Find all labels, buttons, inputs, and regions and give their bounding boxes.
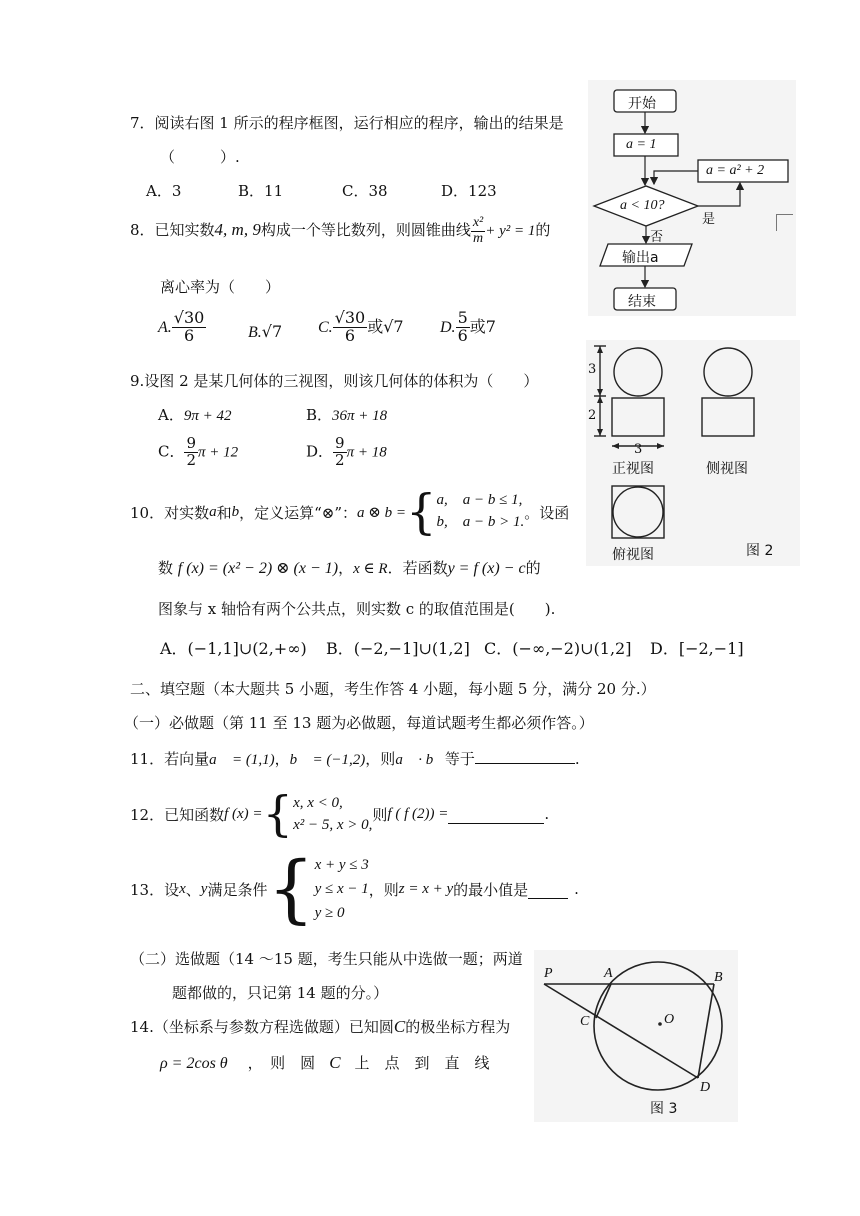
q12 xyxy=(130,786,550,842)
q10-line3: 图象与 x 轴恰有两个公共点，则实数 c 的取值范围是( ). xyxy=(158,600,556,618)
figure-3-circle xyxy=(534,950,738,1122)
q7-stem: 7．阅读右图 1 所示的程序框图，运行相应的程序，输出的结果是 xyxy=(130,114,564,132)
corner-mark xyxy=(776,214,793,231)
q10-var-b: b xyxy=(231,503,240,520)
q13-end: . xyxy=(574,880,579,898)
q13-c: ，则 xyxy=(368,880,399,899)
point-d: D xyxy=(700,1080,711,1095)
flow-end-label: 结束 xyxy=(628,294,656,310)
q10-line2c: ．若函数 xyxy=(387,559,448,577)
top-view-square xyxy=(612,486,664,538)
q8-option-a xyxy=(158,310,206,345)
q7-option-a: A．3 xyxy=(146,182,182,200)
q12-case1: x, x < 0, xyxy=(293,794,343,811)
point-a: A xyxy=(604,966,613,981)
q13-y: y xyxy=(200,880,208,897)
top-view-circle xyxy=(613,487,663,537)
q11-dot: a⃗ · b⃗ xyxy=(395,752,445,768)
q9-option-d-tail: π + 18 xyxy=(346,444,387,461)
figure-1-flowchart xyxy=(588,80,796,316)
q8-option-a-frac xyxy=(172,310,207,345)
q8-option-c-num: √30 xyxy=(334,308,366,327)
q9-option-d xyxy=(306,436,387,469)
figure-2-three-views xyxy=(586,340,800,566)
q9-option-c-num: 9 xyxy=(186,434,197,452)
q10-function-def: f (x) = (x² − 2) ⊗ (x − 1) xyxy=(177,560,339,577)
q9-option-d-num: 9 xyxy=(335,434,345,452)
q11-b: ， xyxy=(274,750,290,768)
q8-option-d-tail: 或7 xyxy=(469,316,496,336)
q10-option-b: B．(−2,−1]∪(1,2] xyxy=(326,639,470,658)
q13-c2: y ≤ x − 1 xyxy=(314,881,369,897)
q13-a: 13．设 xyxy=(130,880,180,899)
q11-vector-a: a⃗ = (1,1) xyxy=(209,752,275,768)
q8-stem xyxy=(130,216,550,246)
q10-cases xyxy=(437,490,525,534)
q12-answer-blank[interactable] xyxy=(448,805,544,824)
q10-line2d: 的 xyxy=(525,559,541,577)
q9-option-c-den: 2 xyxy=(186,450,197,469)
q8-option-b xyxy=(248,322,282,342)
q14-circle-c: C xyxy=(393,1017,406,1036)
figure-2-caption: 图 2 xyxy=(746,543,774,559)
q12-a: 12．已知函数 xyxy=(130,805,225,824)
flow-output-label: 输出a xyxy=(622,250,659,266)
q8-option-c-den: 6 xyxy=(344,325,356,345)
q10-line2 xyxy=(158,557,541,578)
q8-option-a-num: √30 xyxy=(173,308,205,327)
q10-brace: { xyxy=(405,484,437,540)
q11-answer-blank[interactable] xyxy=(475,763,575,764)
q10-stem xyxy=(130,484,570,540)
q12-brace: { xyxy=(262,786,294,842)
q13-sep: 、 xyxy=(185,880,201,899)
q8-option-c-tail: 或√7 xyxy=(367,316,404,336)
q10-s1: 10．对实数 xyxy=(130,503,210,522)
q10-s4: 。设函 xyxy=(524,503,570,522)
q14-line2 xyxy=(160,1052,490,1073)
section2-elective-note-2: 题都做的，只记第 14 题的分。） xyxy=(172,984,389,1002)
q10-option-d: D．[−2,−1] xyxy=(650,639,744,658)
q12-case2: x² − 5, x > 0, xyxy=(293,817,373,833)
q9-option-a-value: 9π + 42 xyxy=(183,408,232,424)
q8-stem-a: 8．已知实数 xyxy=(130,221,215,240)
q8-conic-tail: + y² = 1 xyxy=(485,223,536,240)
q14-line2a: ， 则 圆 xyxy=(247,1054,316,1072)
q10-s3: ，定义运算“⊗”： xyxy=(239,503,358,522)
q14-polar-eq: ρ = 2cos θ xyxy=(160,1055,228,1072)
q11 xyxy=(130,748,580,769)
q9-stem: 9.设图 2 是某几何体的三视图，则该几何体的体积为（ ） xyxy=(130,372,539,390)
q8-option-d-num: 5 xyxy=(457,308,468,327)
q13-constraints xyxy=(315,853,369,925)
flow-init-label: a = 1 xyxy=(626,137,657,152)
q10-line2b: ， xyxy=(338,559,354,577)
q14-line1b: 的极坐标方程为 xyxy=(405,1018,511,1036)
front-view-prism xyxy=(612,398,664,436)
q8-option-d-frac xyxy=(456,310,470,345)
q8-option-d-den: 6 xyxy=(457,325,468,345)
q8-option-a-label: A. xyxy=(158,318,172,336)
q7-answer-paren: （ ）. xyxy=(160,148,240,166)
q8-option-d xyxy=(440,310,496,345)
flow-yes-label: 是 xyxy=(702,212,716,227)
q11-vector-b: b⃗ = (−1,2) xyxy=(289,752,366,768)
q10-case2: b, a − b > 1. xyxy=(436,514,525,530)
q13-c3: y ≥ 0 xyxy=(314,905,345,921)
q10-option-c: C．(−∞,−2)∪(1,2] xyxy=(484,639,632,658)
q14-line1 xyxy=(130,1016,510,1037)
q7-option-c: C．38 xyxy=(342,182,388,200)
section2-title: 二、填空题（本大题共 5 小题，考生作答 4 小题，每小题 5 分，满分 20 分.） xyxy=(130,680,656,698)
q8-option-c-frac xyxy=(333,310,368,345)
q11-a: 11．若向量 xyxy=(130,750,210,768)
side-view-prism xyxy=(702,398,754,436)
q13-z: z = x + y xyxy=(398,880,454,897)
q8-option-b-value: √7 xyxy=(261,322,283,341)
figure-3-caption: 图 3 xyxy=(650,1101,678,1117)
circle-figure-svg xyxy=(534,950,738,1122)
q9-option-c xyxy=(158,436,238,469)
q9-option-b-value: 36π + 18 xyxy=(332,408,388,424)
three-views-svg xyxy=(586,340,800,566)
chord-bd xyxy=(698,984,714,1078)
q13-brace: { xyxy=(267,846,315,932)
secant-pcd xyxy=(544,984,698,1078)
q9-option-d-den: 2 xyxy=(335,450,345,469)
q8-conic-fraction xyxy=(471,216,485,246)
q8-option-c-label: C. xyxy=(318,318,333,336)
front-view-sphere xyxy=(614,348,662,396)
section2-elective-note-1: （二）选做题（14 ～15 题，考生只能从中选做一题；两道 xyxy=(130,950,523,968)
q10-option-a: A．(−1,1]∪(2,+∞) xyxy=(160,639,307,658)
side-view-sphere xyxy=(704,348,752,396)
q14-line1a: 14.（坐标系与参数方程选做题）已知圆 xyxy=(130,1018,394,1036)
q13-answer-blank[interactable] xyxy=(528,880,568,899)
q8-option-b-label: B. xyxy=(248,324,262,341)
q8-option-d-label: D. xyxy=(440,318,456,336)
q10-line2a: 数 xyxy=(158,559,174,577)
q10-var-a: a xyxy=(209,503,217,520)
flow-condition-label: a < 10? xyxy=(620,198,665,213)
section2-required-note: （一）必做题（第 11 至 13 题为必做题，每道试题考生都必须作答。） xyxy=(124,714,594,732)
flow-update-label: a = a² + 2 xyxy=(706,163,765,178)
q9-option-d-label: D． xyxy=(306,442,334,461)
q13-x: x xyxy=(179,880,186,897)
q8-stem-c: 的 xyxy=(535,221,551,240)
q11-d: 等于 xyxy=(444,750,475,768)
q8-sequence: 4, m, 9 xyxy=(214,220,261,240)
q9-option-b-label: B． xyxy=(306,406,333,424)
q9-option-c-tail: π + 12 xyxy=(198,444,239,461)
q7-option-b: B．11 xyxy=(238,182,284,200)
q12-end: . xyxy=(544,805,550,823)
q10-op: a ⊗ b = xyxy=(357,504,406,521)
q8-frac-num: x² xyxy=(472,215,484,230)
q13-c1: x + y ≤ 3 xyxy=(314,857,369,873)
q9-option-c-label: C． xyxy=(158,442,185,461)
flow-no-label: 否 xyxy=(650,230,664,245)
q8-option-a-den: 6 xyxy=(183,325,195,345)
dim-sphere-height: 3 xyxy=(588,362,597,377)
q9-option-a-label: A． xyxy=(158,406,184,424)
q12-b: 则 xyxy=(372,805,388,824)
q8-stem-b: 构成一个等比数列，则圆锥曲线 xyxy=(260,221,471,240)
q12-fx: f (x) = xyxy=(224,805,263,822)
q11-end: . xyxy=(574,750,580,768)
q11-c: ，则 xyxy=(365,750,396,768)
q13 xyxy=(130,846,579,932)
dim-prism-height: 2 xyxy=(588,408,597,423)
dim-width: 3 xyxy=(634,442,643,457)
q10-function-y: y = f (x) − c xyxy=(447,560,526,577)
point-b: B xyxy=(714,970,723,985)
point-c: C xyxy=(580,1014,590,1029)
front-view-label: 正视图 xyxy=(612,461,654,477)
q9-option-b xyxy=(306,404,387,425)
q10-domain: x ∈ R xyxy=(353,561,388,577)
point-o: O xyxy=(664,1012,675,1027)
q9-option-c-frac xyxy=(184,436,198,469)
flow-start-label: 开始 xyxy=(628,96,656,112)
q14-line2b: 上 点 到 直 线 xyxy=(354,1054,490,1072)
q10-case1: a, a − b ≤ 1, xyxy=(436,492,523,509)
q13-d: 的最小值是 xyxy=(453,880,529,899)
q9-option-a xyxy=(158,404,231,425)
q12-cases xyxy=(293,792,372,837)
q14-circle-c2: C xyxy=(329,1053,341,1072)
q9-option-d-frac xyxy=(333,436,347,469)
q7-option-d: D．123 xyxy=(441,182,497,200)
q13-b: 满足条件 xyxy=(207,880,268,899)
q8-line2: 离心率为（ ） xyxy=(160,278,281,296)
q8-frac-den: m xyxy=(472,230,484,246)
q10-s2: 和 xyxy=(216,503,232,522)
center-point xyxy=(658,1022,662,1026)
top-view-label: 俯视图 xyxy=(612,547,654,563)
point-p: P xyxy=(544,966,553,981)
q12-ff: f ( f (2)) = xyxy=(387,805,449,822)
side-view-label: 侧视图 xyxy=(706,461,748,477)
q8-option-c xyxy=(318,310,404,345)
